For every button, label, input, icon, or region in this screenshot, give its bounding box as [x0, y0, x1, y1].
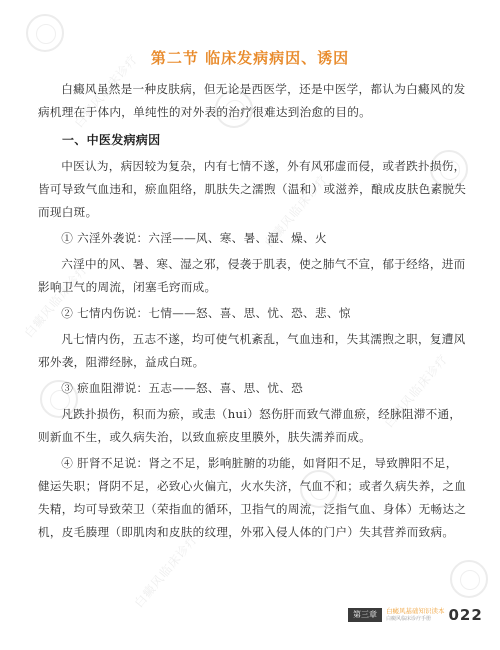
cause-label: ① 六淫外袭说：六淫——风、寒、暑、湿、燥、火: [61, 231, 327, 245]
series-subtitle: 白癜风临床诊疗手册: [386, 616, 432, 622]
cause-label: ② 七情内伤说：七情——怒、喜、思、忧、恐、悲、惊: [61, 306, 351, 320]
series-main-title: 白癜风基础知识读本: [386, 607, 445, 615]
intro-paragraph: 白癜风虽然是一种皮肤病，但无论是西医学，还是中医学，都认为白癜风的发病机理在于体内，单纯性的对外表的治疗很难达到治愈的目的。: [38, 82, 466, 119]
cause-4-paragraph: ④ 肝肾不足说：肾之不足，影响脏腑的功能，如肾阳不足，导致脾阳不足，健运失职；肾阴不足，必致心火偏亢，火水失济，气血不和；或者久病失养，之血失精，均可导致荣卫（荣指血的循环，卫指气的周流，泛指气血、身体）无畅达之机，皮毛腠理（即肌肉和皮肤的纹理，外邪入侵人体的门户）失其营养而致病。: [38, 456, 467, 539]
watermark-text: 白癜风临床诊疗: [21, 261, 91, 341]
cause-body: 凡跌扑损伤，积而为瘀，或恚（hui）怒伤肝而致气滞血瘀，经脉阻滞不通，则新血不生，或久病失治，以致血瘀皮里膜外，肤失濡养而成。: [38, 407, 462, 444]
cause-body: 凡七情内伤，五志不遂，均可使气机紊乱，气血违和，失其濡煦之职，复遭风邪外袭，阻滞经脉，益成白斑。: [38, 332, 466, 369]
watermark-text: 白癜风临床诊疗: [71, 51, 141, 131]
series-title: [386, 607, 445, 623]
watermark-seal-icon: [450, 560, 488, 598]
cause-body: 六淫中的风、暑、寒、湿之邪，侵袭于肌表，使之肺气不宣，郁于经络，进而影响卫气的周流，闭塞毛窍而成。: [38, 257, 466, 294]
page-footer: [348, 606, 483, 624]
watermark-text: 白癜风临床诊疗: [381, 351, 451, 431]
chapter-badge: 第三章: [348, 608, 382, 622]
tcm-paragraph: 中医认为，病因较为复杂，内有七情不遂，外有风邪虚而侵，或者跌扑损伤，皆可导致气血违和，瘀血阻络，肌肤失之濡煦（温和）或滋养，酿成皮肤色素脱失而现白斑。: [38, 159, 467, 219]
watermark-text: 白癜风临床诊疗: [131, 531, 201, 611]
cause-label: ③ 瘀血阻滞说：五志——怒、喜、思、忧、恐: [61, 381, 304, 395]
watermark-text: 白癜风临床诊疗: [261, 171, 331, 251]
subsection-heading: 一、中医发病病因: [62, 133, 161, 147]
page-number: 022: [448, 606, 483, 624]
page-content: [38, 78, 468, 547]
section-title: 第二节 临床发病病因、诱因: [150, 49, 350, 67]
